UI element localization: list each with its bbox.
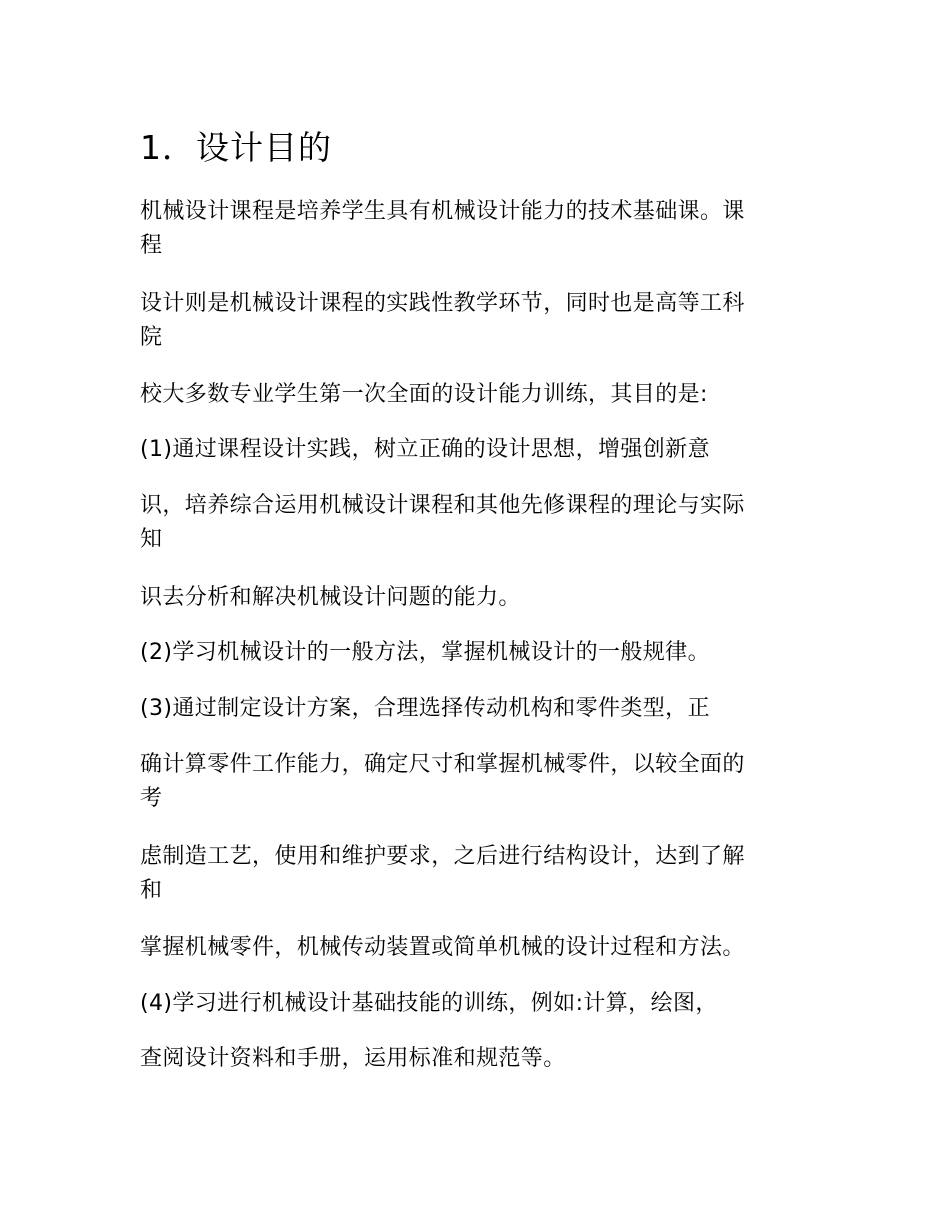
body-line: 机械设计课程是培养学生具有机械设计能力的技术基础课。课 bbox=[140, 199, 745, 224]
body-line: 虑制造工艺，使用和维护要求，之后进行结构设计，达到了解 bbox=[140, 844, 745, 869]
body-line: 考 bbox=[140, 786, 163, 811]
body-line: 掌握机械零件，机械传动装置或简单机械的设计过程和方法。 bbox=[140, 935, 745, 960]
body-line: 查阅设计资料和手册，运用标准和规范等。 bbox=[140, 1046, 566, 1071]
body-line: 院 bbox=[140, 325, 163, 350]
body-line: (3)通过制定设计方案，合理选择传动机构和零件类型，正 bbox=[140, 696, 710, 721]
body-line: (1)通过课程设计实践，树立正确的设计思想，增强创新意 bbox=[140, 437, 710, 462]
body-line: 校大多数专业学生第一次全面的设计能力训练，其目的是: bbox=[140, 382, 708, 407]
body-line: 设计则是机械设计课程的实践性教学环节，同时也是高等工科 bbox=[140, 291, 745, 316]
body-line: 识去分析和解决机械设计问题的能力。 bbox=[140, 585, 521, 610]
body-line: 知 bbox=[140, 527, 163, 552]
body-line: (4)学习进行机械设计基础技能的训练，例如:计算，绘图， bbox=[140, 991, 718, 1016]
body-line: 识，培养综合运用机械设计课程和其他先修课程的理论与实际 bbox=[140, 493, 745, 518]
body-line: (2)学习机械设计的一般方法，掌握机械设计的一般规律。 bbox=[140, 640, 710, 665]
body-line: 确计算零件工作能力，确定尺寸和掌握机械零件，以较全面的 bbox=[140, 752, 745, 777]
body-line: 程 bbox=[140, 233, 163, 258]
section-heading: 1．设计目的 bbox=[140, 128, 332, 167]
body-line: 和 bbox=[140, 878, 163, 903]
